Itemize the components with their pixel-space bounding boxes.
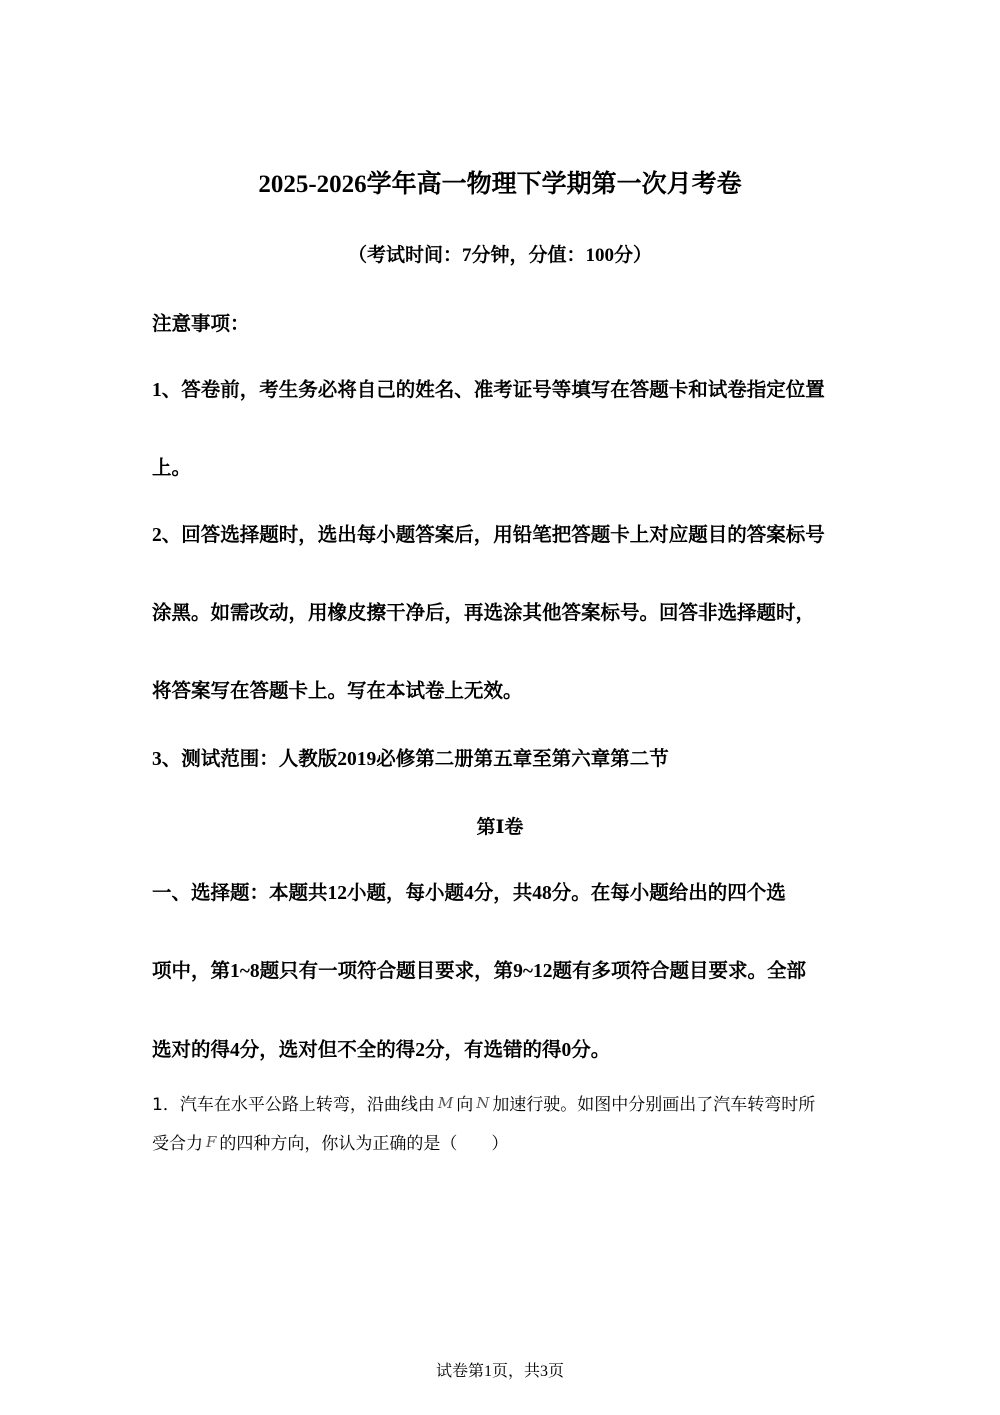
note-item-1-line-1: 1、答卷前，考生务必将自己的姓名、准考证号等填写在答题卡和试卷指定位置: [152, 380, 825, 401]
note-item-3: 3、测试范围：人教版2019必修第二册第五章至第六章第二节: [152, 749, 669, 770]
variable-f: F: [206, 1133, 217, 1151]
section-1-line-3: 选对的得4分，选对但不全的得2分，有选错的得0分。: [152, 1040, 611, 1061]
exam-title: 2025-2026学年高一物理下学期第一次月考卷: [258, 171, 742, 198]
question-1-text: 受合力: [152, 1134, 203, 1154]
note-item-2-line-3: 将答案写在答题卡上。写在本试卷上无效。: [152, 681, 523, 702]
question-1-line-1: [152, 1096, 852, 1114]
notes-heading: 注意事项：: [152, 314, 250, 335]
note-item-2-line-1: 2、回答选择题时，选出每小题答案后，用铅笔把答题卡上对应题目的答案标号: [152, 525, 825, 546]
section-1-line-1: 一、选择题：本题共12小题，每小题4分，共48分。在每小题给出的四个选: [152, 883, 786, 904]
volume-label: 第Ⅰ卷: [476, 817, 524, 838]
question-1-line-2: [152, 1135, 852, 1153]
section-1-line-2: 项中，第1~8题只有一项符合题目要求，第9~12题有多项符合题目要求。全部: [152, 961, 807, 982]
question-1-text: 1．汽车在水平公路上转弯，沿曲线由: [152, 1095, 435, 1115]
variable-m: M: [437, 1094, 454, 1112]
page-footer: 试卷第1页，共3页: [435, 1363, 564, 1380]
variable-n: N: [476, 1094, 490, 1112]
note-item-2-line-2: 涂黑。如需改动，用橡皮擦干净后，再选涂其他答案标号。回答非选择题时，: [152, 603, 816, 624]
question-1-text: 向: [456, 1095, 474, 1115]
question-1-text: 加速行驶。如图中分别画出了汽车转弯时所: [492, 1095, 816, 1115]
note-item-1-line-2: 上。: [152, 458, 192, 479]
exam-subtitle: （考试时间：7分钟，分值：100分）: [347, 245, 652, 266]
question-1-text: 的四种方向，你认为正确的是（ ）: [219, 1134, 509, 1154]
